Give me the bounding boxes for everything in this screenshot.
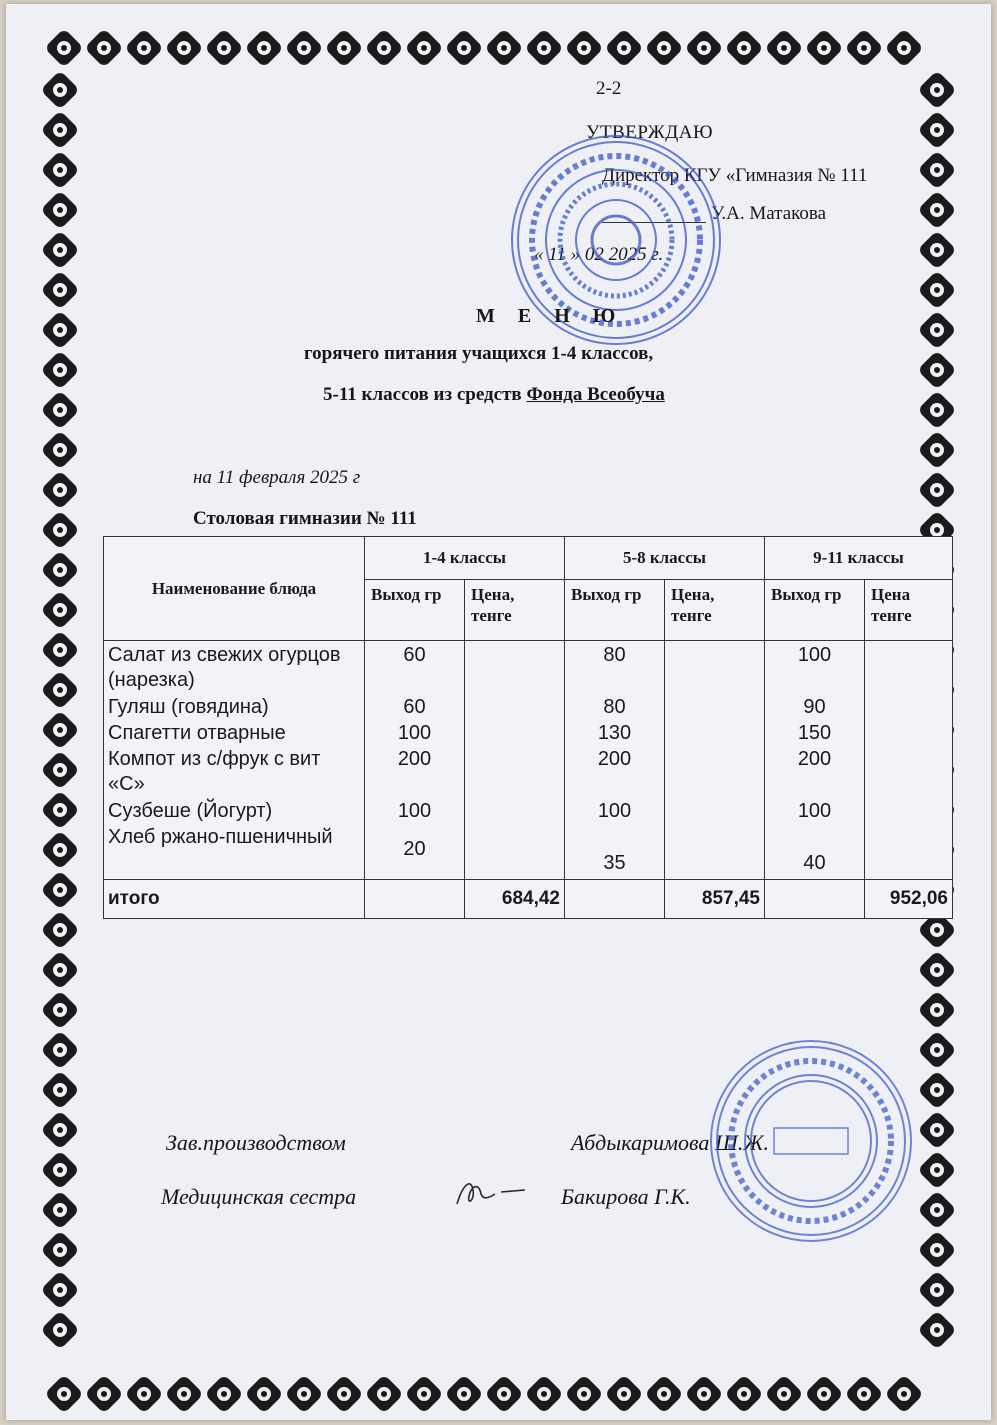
canteen-name: Столовая гимназии № 111: [193, 508, 417, 529]
ornament-motif: [43, 73, 77, 107]
ornament-motif: [167, 31, 201, 65]
ornament-motif: [647, 31, 681, 65]
ornament-motif: [447, 1377, 481, 1411]
ornament-motif: [607, 1377, 641, 1411]
ornament-motif: [43, 313, 77, 347]
out-value: 60: [403, 696, 426, 718]
ornament-motif: [43, 473, 77, 507]
total-price-1-4: 684,42: [465, 880, 565, 919]
ornament-motif: [167, 1377, 201, 1411]
ornament-motif: [847, 31, 881, 65]
out-value: 35: [603, 852, 626, 874]
out-value: 60: [403, 644, 426, 666]
ornament-motif: [567, 31, 601, 65]
total-price-9-11: 952,06: [865, 880, 953, 919]
ornament-motif: [647, 1377, 681, 1411]
menu-date: на 11 февраля 2025 г: [193, 467, 361, 488]
dish-names-cell: [104, 641, 365, 880]
nurse-label: Медицинская сестра: [161, 1184, 357, 1209]
ornament-motif: [127, 1377, 161, 1411]
ornament-motif: [287, 1377, 321, 1411]
ornament-motif: [920, 353, 954, 387]
ornament-motif: [43, 873, 77, 907]
ornament-border-bottom: [44, 1376, 924, 1412]
dish-name: Компот из с/фрук с вит «С»: [108, 748, 321, 796]
ornament-border-left: [42, 70, 78, 1350]
ornament-motif: [43, 273, 77, 307]
total-empty: [365, 880, 465, 919]
price-cell-1-4: [465, 641, 565, 880]
subtitle-prefix: 5-11 классов из средств: [323, 384, 527, 405]
ornament-motif: [43, 1113, 77, 1147]
ornament-motif: [920, 313, 954, 347]
ornament-motif: [767, 31, 801, 65]
ornament-motif: [920, 473, 954, 507]
ornament-motif: [43, 1033, 77, 1067]
nurse-signature: [449, 1170, 529, 1216]
ornament-motif: [527, 1377, 561, 1411]
out-value: 20: [403, 838, 426, 860]
ornament-motif: [327, 31, 361, 65]
ornament-motif: [920, 1273, 954, 1307]
nurse-name: Бакирова Г.К.: [561, 1184, 691, 1209]
ornament-motif: [487, 31, 521, 65]
ornament-motif: [920, 193, 954, 227]
ornament-motif: [127, 31, 161, 65]
table-header-row: [104, 537, 953, 580]
out-value: 100: [397, 722, 432, 744]
ornament-motif: [920, 393, 954, 427]
ornament-motif: [43, 1273, 77, 1307]
out-value: 100: [797, 800, 832, 822]
ornament-motif: [207, 31, 241, 65]
production-head-name: Абдыкаримова Ш.Ж.: [571, 1130, 769, 1155]
dishes-row: [104, 641, 953, 880]
ornament-motif: [43, 633, 77, 667]
ornament-motif: [47, 1377, 81, 1411]
ornament-motif: [567, 1377, 601, 1411]
ornament-motif: [767, 1377, 801, 1411]
out-value: 90: [803, 696, 826, 718]
page-number: 2-2: [596, 78, 622, 99]
out-value: 200: [597, 748, 632, 770]
ornament-motif: [247, 1377, 281, 1411]
ornament-motif: [407, 1377, 441, 1411]
out-value: 130: [597, 722, 632, 744]
ornament-motif: [43, 1073, 77, 1107]
ornament-motif: [447, 31, 481, 65]
dish-name-header: Наименование блюда: [104, 537, 365, 641]
ornament-motif: [43, 433, 77, 467]
ornament-motif: [247, 31, 281, 65]
ornament-motif: [43, 953, 77, 987]
ornament-motif: [920, 993, 954, 1027]
ornament-motif: [807, 1377, 841, 1411]
out-header: Выход гр: [565, 580, 665, 641]
ornament-motif: [527, 31, 561, 65]
out-values-5-8: [565, 641, 665, 880]
ornament-motif: [367, 1377, 401, 1411]
ornament-motif: [43, 673, 77, 707]
ornament-motif: [43, 833, 77, 867]
ornament-motif: [327, 1377, 361, 1411]
out-value: 40: [803, 852, 826, 874]
ornament-motif: [920, 73, 954, 107]
price-header: Цена, тенге: [465, 580, 565, 641]
ornament-motif: [727, 1377, 761, 1411]
ornament-motif: [43, 113, 77, 147]
dish-name: Спагетти отварные: [108, 722, 286, 744]
approve-label: УТВЕРЖДАЮ: [586, 122, 713, 143]
ornament-motif: [87, 31, 121, 65]
out-value: 100: [797, 644, 832, 666]
dish-name: Сузбеше (Йогурт): [108, 800, 273, 822]
ornament-motif: [367, 31, 401, 65]
ornament-motif: [687, 1377, 721, 1411]
ornament-motif: [43, 1233, 77, 1267]
out-value: 200: [797, 748, 832, 770]
out-values-9-11: [765, 641, 865, 880]
price-cell-5-8: [665, 641, 765, 880]
ornament-motif: [43, 713, 77, 747]
dish-name: Салат из свежих огурцов (нарезка): [108, 644, 341, 692]
ornament-motif: [887, 1377, 921, 1411]
group-header-1-4: 1-4 классы: [365, 537, 565, 580]
dish-name: Гуляш (говядина): [108, 696, 269, 718]
out-values-1-4: [365, 641, 465, 880]
approval-date: « 11 » 02 2025 г.: [534, 244, 664, 265]
menu-title: М Е Н Ю: [476, 305, 625, 327]
director-title: Директор КГУ «Гимназия № 111: [602, 165, 868, 186]
ornament-motif: [920, 273, 954, 307]
fund-name: Фонда Всеобуча: [526, 384, 665, 405]
document-sheet: [6, 4, 991, 1420]
ornament-motif: [43, 993, 77, 1027]
ornament-motif: [847, 1377, 881, 1411]
dish-name: Хлеб ржано-пшеничный: [108, 826, 333, 848]
ornament-motif: [43, 513, 77, 547]
ornament-motif: [920, 1153, 954, 1187]
ornament-motif: [43, 793, 77, 827]
total-empty: [565, 880, 665, 919]
out-header: Выход гр: [365, 580, 465, 641]
price-cell-9-11: [865, 641, 953, 880]
total-empty: [765, 880, 865, 919]
director-signature-line: [602, 222, 706, 223]
ornament-motif: [43, 1193, 77, 1227]
ornament-motif: [920, 1233, 954, 1267]
price-header: Цена, тенге: [665, 580, 765, 641]
ornament-motif: [47, 31, 81, 65]
menu-subtitle-line1: горячего питания учащихся 1-4 классов,: [304, 343, 654, 364]
ornament-motif: [43, 353, 77, 387]
ornament-motif: [43, 593, 77, 627]
total-row: [104, 880, 953, 919]
production-head-label: Зав.производством: [166, 1130, 346, 1155]
out-value: 80: [603, 644, 626, 666]
ornament-motif: [887, 31, 921, 65]
ornament-motif: [207, 1377, 241, 1411]
ornament-motif: [920, 1193, 954, 1227]
ornament-motif: [487, 1377, 521, 1411]
ornament-motif: [920, 953, 954, 987]
price-header: Цена тенге: [865, 580, 953, 641]
out-value: 100: [597, 800, 632, 822]
group-header-9-11: 9-11 классы: [765, 537, 953, 580]
ornament-motif: [43, 753, 77, 787]
ornament-motif: [87, 1377, 121, 1411]
out-value: 100: [397, 800, 432, 822]
ornament-motif: [727, 31, 761, 65]
ornament-motif: [920, 1073, 954, 1107]
ornament-motif: [43, 153, 77, 187]
director-name: У.А. Матакова: [711, 203, 827, 224]
out-value: 200: [397, 748, 432, 770]
ornament-motif: [43, 553, 77, 587]
menu-table: [103, 536, 953, 919]
ornament-motif: [43, 193, 77, 227]
ornament-motif: [43, 1313, 77, 1347]
ornament-motif: [43, 393, 77, 427]
ornament-motif: [807, 31, 841, 65]
ornament-motif: [607, 31, 641, 65]
out-value: 80: [603, 696, 626, 718]
ornament-motif: [920, 113, 954, 147]
ornament-motif: [920, 1313, 954, 1347]
ornament-motif: [920, 1113, 954, 1147]
ornament-motif: [287, 31, 321, 65]
menu-subtitle-line2: [323, 384, 665, 406]
total-label: итого: [104, 880, 365, 919]
group-header-5-8: 5-8 классы: [565, 537, 765, 580]
ornament-motif: [920, 233, 954, 267]
ornament-motif: [43, 1153, 77, 1187]
ornament-border-top: [44, 30, 924, 66]
ornament-motif: [920, 1033, 954, 1067]
total-price-5-8: 857,45: [665, 880, 765, 919]
ornament-motif: [920, 153, 954, 187]
ornament-motif: [920, 433, 954, 467]
ornament-motif: [43, 913, 77, 947]
ornament-motif: [43, 233, 77, 267]
ornament-motif: [407, 31, 441, 65]
out-header: Выход гр: [765, 580, 865, 641]
out-value: 150: [797, 722, 832, 744]
ornament-motif: [687, 31, 721, 65]
